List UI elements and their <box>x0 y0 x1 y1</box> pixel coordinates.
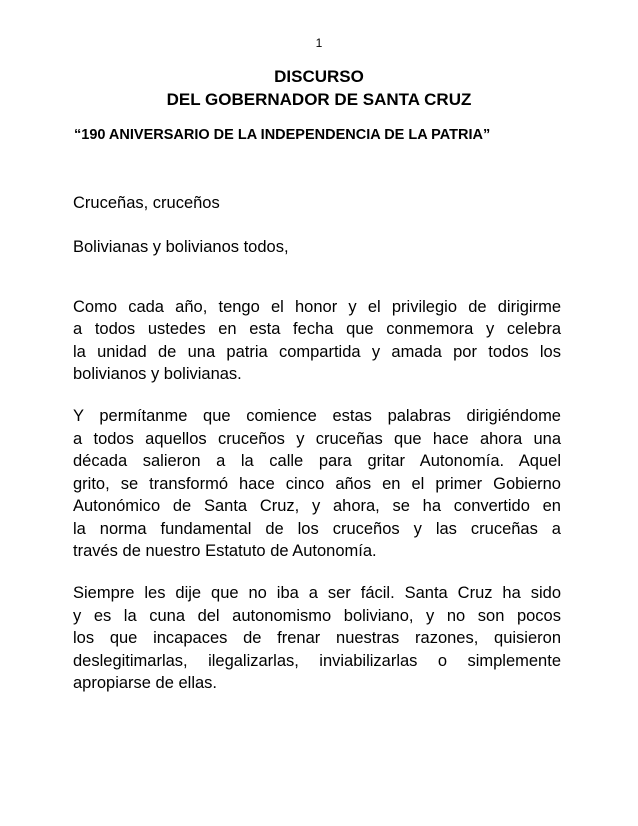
speech-subtitle: “190 ANIVERSARIO DE LA INDEPENDENCIA DE LA PATRIA” <box>74 127 491 143</box>
paragraph-line: Y permítanme que comience estas palabras dirigiéndome <box>73 407 561 425</box>
paragraph-line: a todos ustedes en esta fecha que conmemora y celebra <box>73 320 561 338</box>
salutation-line-2: Bolivianas y bolivianos todos, <box>73 238 289 256</box>
title-line-1: DISCURSO <box>274 67 364 86</box>
title-line-2: DEL GOBERNADOR DE SANTA CRUZ <box>166 90 472 109</box>
paragraph-line: la norma fundamental de los cruceños y las cruceñas a <box>73 520 561 538</box>
paragraph-line: Autonómico de Santa Cruz, y ahora, se ha convertido en <box>73 497 561 515</box>
paragraph-line: la unidad de una patria compartida y amada por todos los <box>73 343 561 361</box>
salutation-line-1: Cruceñas, cruceños <box>73 194 220 212</box>
paragraph-line: bolivianos y bolivianas. <box>73 365 242 383</box>
paragraph-line: deslegitimarlas, ilegalizarlas, inviabilizarlas o simplemente <box>73 652 561 670</box>
paragraph-line: grito, se transformó hace cinco años en el primer Gobierno <box>73 475 561 493</box>
paragraph-line: apropiarse de ellas. <box>73 674 218 692</box>
paragraph-line: través de nuestro Estatuto de Autonomía. <box>73 542 377 560</box>
paragraph-line: los que incapaces de frenar nuestras razones, quisieron <box>73 629 561 647</box>
paragraph-line: y es la cuna del autonomismo boliviano, y no son pocos <box>73 607 561 625</box>
page-number: 1 <box>315 36 323 50</box>
paragraph-line: década salieron a la calle para gritar Autonomía. Aquel <box>73 452 561 470</box>
paragraph-line: Siempre les dije que no iba a ser fácil. Santa Cruz ha sido <box>73 584 561 602</box>
paragraph-line: a todos aquellos cruceños y cruceñas que hace ahora una <box>73 430 561 448</box>
paragraph-line: Como cada año, tengo el honor y el privilegio de dirigirme <box>73 298 561 316</box>
